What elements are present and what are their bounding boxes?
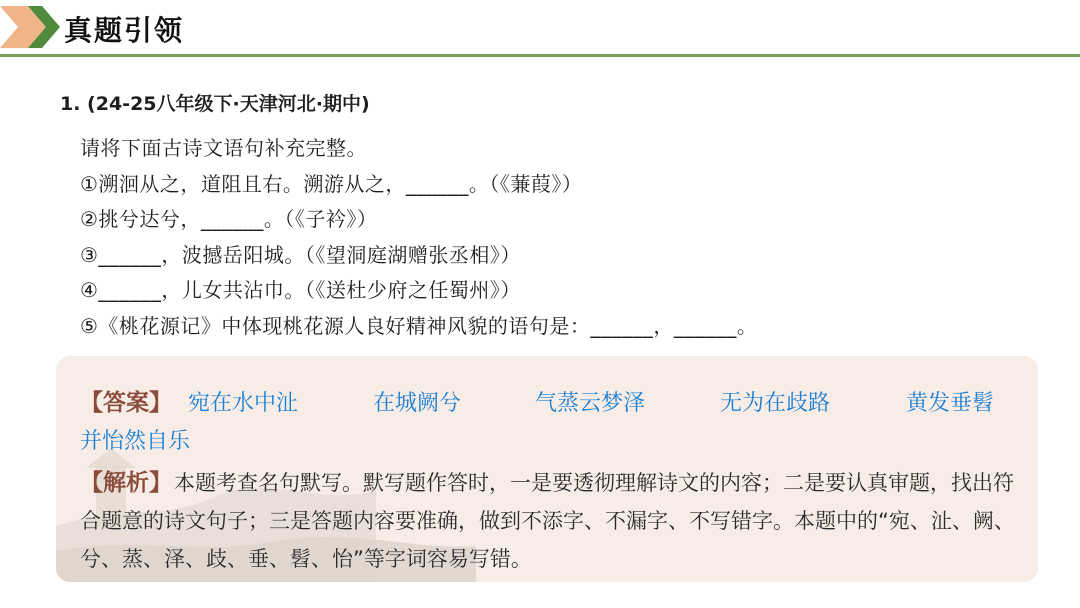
page-title: 真题引领 (64, 14, 185, 47)
explanation-label: 【解析】 (80, 470, 172, 496)
double-chevron-icon (0, 0, 70, 56)
answer-row (80, 384, 172, 417)
answer-item: 无为在歧路 (720, 391, 831, 416)
header (0, 0, 1080, 62)
header-divider (0, 54, 1080, 57)
question-item-3: ③______，波撼岳阳城。（《望洞庭湖赠张丞相》） (80, 243, 521, 267)
answer-item: 在城阙兮 (373, 391, 462, 416)
answer-item: 气蒸云梦泽 (535, 391, 646, 416)
question-heading: 1. (24-25八年级下·天津河北·期中) (60, 93, 370, 115)
answer-item: 并怡然自乐 (80, 429, 191, 454)
question-instruction: 请将下面古诗文语句补充完整。 (80, 136, 367, 160)
answer-item: 宛在水中沚 (188, 391, 299, 416)
answer-box (56, 356, 1038, 582)
answer-item: 黄发垂髫 (906, 391, 995, 416)
answer-label: 【答案】 (80, 390, 172, 416)
question-item-2: ②挑兮达兮，______。（《子衿》） (80, 207, 378, 231)
question-item-4: ④______，儿女共沾巾。（《送杜少府之任蜀州》） (80, 278, 521, 302)
explanation (80, 464, 1020, 578)
question-item-1: ①溯洄从之，道阻且右。溯游从之，______。（《蒹葭》） (80, 172, 583, 196)
question-item-5: ⑤《桃花源记》中体现桃花源人良好精神风貌的语句是：______，______。 (80, 314, 758, 338)
explanation-text: 本题考查名句默写。默写题作答时，一是要透彻理解诗文的内容；二是要认真审题，找出符合题意的诗文句子；三是答题内容要准确，做到不添字、不漏字、不写错字。本题中的“宛、沚、阙、兮、蒸、泽、歧、垂、髫、怡”等字词容易写错。 (80, 471, 1015, 571)
